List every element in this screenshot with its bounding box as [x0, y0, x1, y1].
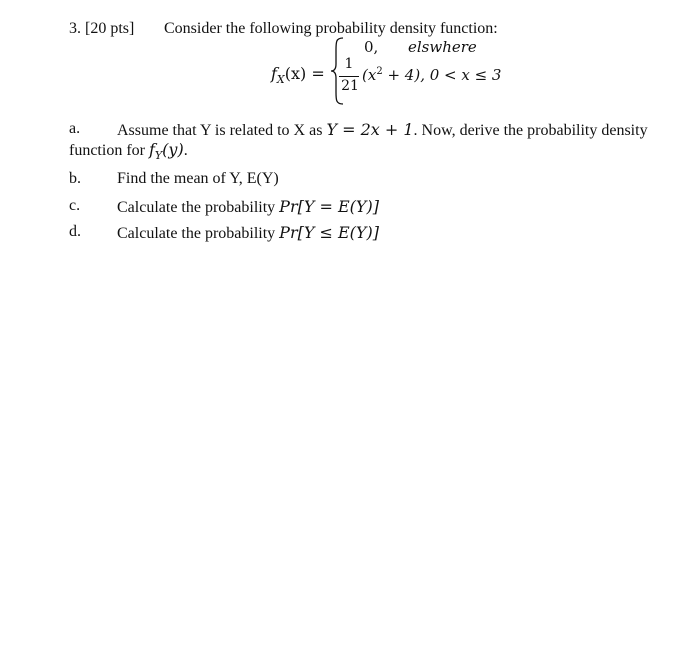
question-intro: Consider the following probability density function:	[164, 20, 498, 37]
part-b-label: b.	[69, 170, 81, 187]
part-c-label: c.	[69, 197, 81, 214]
part-d-text: Calculate the probability Pr[Y ≤ E(Y)]	[117, 223, 379, 242]
case2-expression: $(x^2 + 4)$, 0 < x ≤ 3	[362, 66, 502, 84]
fraction-numerator: 1	[344, 56, 354, 72]
part-c-text: Calculate the probability Pr[Y = E(Y)]	[117, 197, 379, 216]
part-a-label: a.	[69, 120, 81, 137]
case1-value: 0,	[364, 38, 379, 56]
part-a-line1: Assume that Y is related to X as Y = 2x + 1. Now, derive the probability density	[117, 120, 648, 139]
part-d-label: d.	[69, 223, 81, 240]
pdf-lhs: $f_X(x)$ =	[271, 64, 325, 87]
case1-condition: elswhere	[408, 38, 477, 56]
fraction-denominator: 21	[341, 78, 359, 94]
question-number: 3. [20 pts]	[69, 20, 135, 37]
part-b-text: Find the mean of Y, E(Y)	[117, 170, 279, 187]
part-a-line2: function for $f_Y(y)$.	[69, 140, 188, 163]
fraction-bar	[339, 76, 359, 77]
